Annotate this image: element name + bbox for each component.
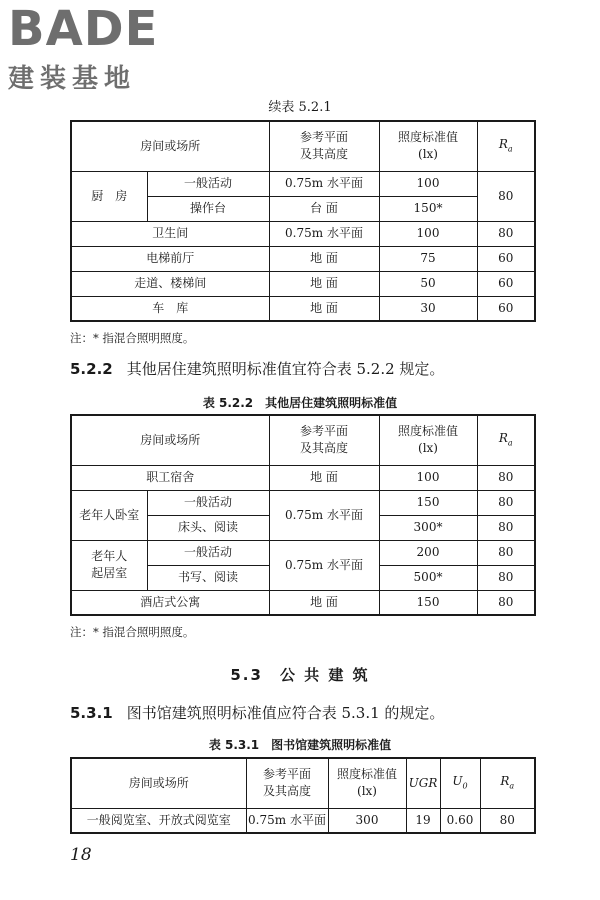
header-room: 房间或场所 [71,121,269,171]
cell-lux: 100 [379,171,477,196]
header-u0-letter: U [452,773,463,788]
table-row [71,271,535,296]
cell-name: 车 库 [71,296,269,321]
header-lux-l1: 照度标准值 [397,424,458,439]
cell-lux: 500* [379,565,477,590]
table-row [71,808,535,833]
cell-sub: 一般活动 [147,171,269,196]
clause-text: 图书馆建筑照明标准值应符合表 5.3.1 的规定。 [126,704,445,722]
bade-logo [8,1,159,95]
cell-ra: 80 [477,171,535,221]
table-header-row [71,758,535,808]
cell-ra: 80 [480,808,535,833]
table-row [71,296,535,321]
header-lux-l1: 照度标准值 [336,767,397,782]
section-heading-5-3: 5.3 公 共 建 筑 [230,666,370,684]
elder-bedroom-cell: 老年人卧室 [71,490,147,540]
cell-plane: 0.75m 水平面 [269,221,379,246]
header-ra-letter: R [500,773,510,788]
table-row [71,540,535,565]
cell-lux: 150 [379,590,477,615]
cell-plane: 0.75m 水平面 [269,490,379,540]
cell-lux: 150 [379,490,477,515]
cell-ra: 60 [477,271,535,296]
cell-sub: 一般活动 [147,490,269,515]
cell-plane: 0.75m 水平面 [269,540,379,590]
table-row [71,221,535,246]
cell-name: 卫生间 [71,221,269,246]
table2 [70,414,536,616]
header-lux-l1: 照度标准值 [397,130,458,145]
table3 [70,757,536,834]
cell-ra: 80 [477,540,535,565]
cell-sub: 书写、阅读 [147,565,269,590]
cell-sub: 一般活动 [147,540,269,565]
table2-caption: 表 5.2.2 其他居住建筑照明标准值 [202,396,398,410]
header-u0 [440,758,480,808]
table1-caption: 续表 5.2.1 [268,100,332,115]
header-room: 房间或场所 [71,758,246,808]
header-plane [269,415,379,465]
cell-ra: 80 [477,565,535,590]
table3-caption: 表 5.3.1 图书馆建筑照明标准值 [208,738,392,752]
header-ra-sub: a [507,143,513,153]
cell-plane: 地 面 [269,465,379,490]
cell-sub: 床头、阅读 [147,515,269,540]
cell-ra: 80 [477,221,535,246]
table-row [71,246,535,271]
header-plane-l2: 及其高度 [299,441,348,456]
cell-plane: 0.75m 水平面 [269,171,379,196]
table-row [71,171,535,196]
header-room: 房间或场所 [71,415,269,465]
table-row [71,490,535,515]
header-u0-sub: 0 [462,780,468,790]
cell-lux: 200 [379,540,477,565]
cell-ra: 80 [477,490,535,515]
cell-lux: 30 [379,296,477,321]
cell-sub: 操作台 [147,196,269,221]
cell-ra: 60 [477,296,535,321]
elder-living-l2: 起居室 [91,566,128,580]
clause-5-3-1 [70,702,444,723]
page-number: 18 [70,845,92,865]
cell-ra: 60 [477,246,535,271]
cell-lux: 50 [379,271,477,296]
cell-lux: 75 [379,246,477,271]
table2-note: 注：* 指混合照明照度。 [70,625,195,639]
cell-lux: 100 [379,221,477,246]
cell-plane: 地 面 [269,590,379,615]
elder-living-cell [71,540,147,590]
cell-name: 酒店式公寓 [71,590,269,615]
table-header-row [71,415,535,465]
cell-ra: 80 [477,465,535,490]
kitchen-cell: 厨 房 [71,171,147,221]
cell-name: 走道、楼梯间 [71,271,269,296]
header-ra-sub: a [507,437,513,447]
cell-lux: 300 [328,808,406,833]
header-plane-l2: 及其高度 [299,147,348,162]
header-lux-l2: (lx) [418,147,438,162]
table1-note: 注：* 指混合照明照度。 [70,331,195,345]
table-header-row [71,121,535,171]
cell-u0: 0.60 [440,808,480,833]
header-plane-l1: 参考平面 [299,130,348,145]
header-lux [379,415,477,465]
header-plane-l2: 及其高度 [262,784,311,799]
cell-plane: 0.75m 水平面 [246,808,328,833]
header-ra-letter: R [498,430,508,445]
header-ugr: UGR [406,758,440,808]
header-ra-letter: R [498,136,508,151]
clause-5-2-2 [70,358,444,379]
header-ra [477,415,535,465]
clause-number: 5.3.1 [70,704,113,722]
header-plane-l1: 参考平面 [299,424,348,439]
header-ra [480,758,535,808]
header-ra [477,121,535,171]
cell-name: 职工宿舍 [71,465,269,490]
header-plane [269,121,379,171]
cell-plane: 地 面 [269,271,379,296]
cell-plane: 地 面 [269,296,379,321]
cell-lux: 150* [379,196,477,221]
cell-name: 一般阅览室、开放式阅览室 [71,808,246,833]
table1 [70,120,536,322]
cell-plane: 台 面 [269,196,379,221]
cell-ugr: 19 [406,808,440,833]
cell-lux: 100 [379,465,477,490]
header-lux-l2: (lx) [418,441,438,456]
cell-plane: 地 面 [269,246,379,271]
logo-subtitle: 建装基地 [8,64,137,94]
cell-ra: 80 [477,590,535,615]
header-lux [379,121,477,171]
elder-living-l1: 老年人 [91,549,128,563]
header-plane [246,758,328,808]
logo-wordmark: BADE [8,1,159,57]
clause-text: 其他居住建筑照明标准值宜符合表 5.2.2 规定。 [126,360,445,378]
header-lux [328,758,406,808]
cell-lux: 300* [379,515,477,540]
header-plane-l1: 参考平面 [262,767,311,782]
clause-number: 5.2.2 [70,360,113,378]
header-lux-l2: (lx) [357,784,377,799]
table-row [71,590,535,615]
header-ra-sub: a [509,780,515,790]
table-row [71,465,535,490]
cell-ra: 80 [477,515,535,540]
cell-name: 电梯前厅 [71,246,269,271]
